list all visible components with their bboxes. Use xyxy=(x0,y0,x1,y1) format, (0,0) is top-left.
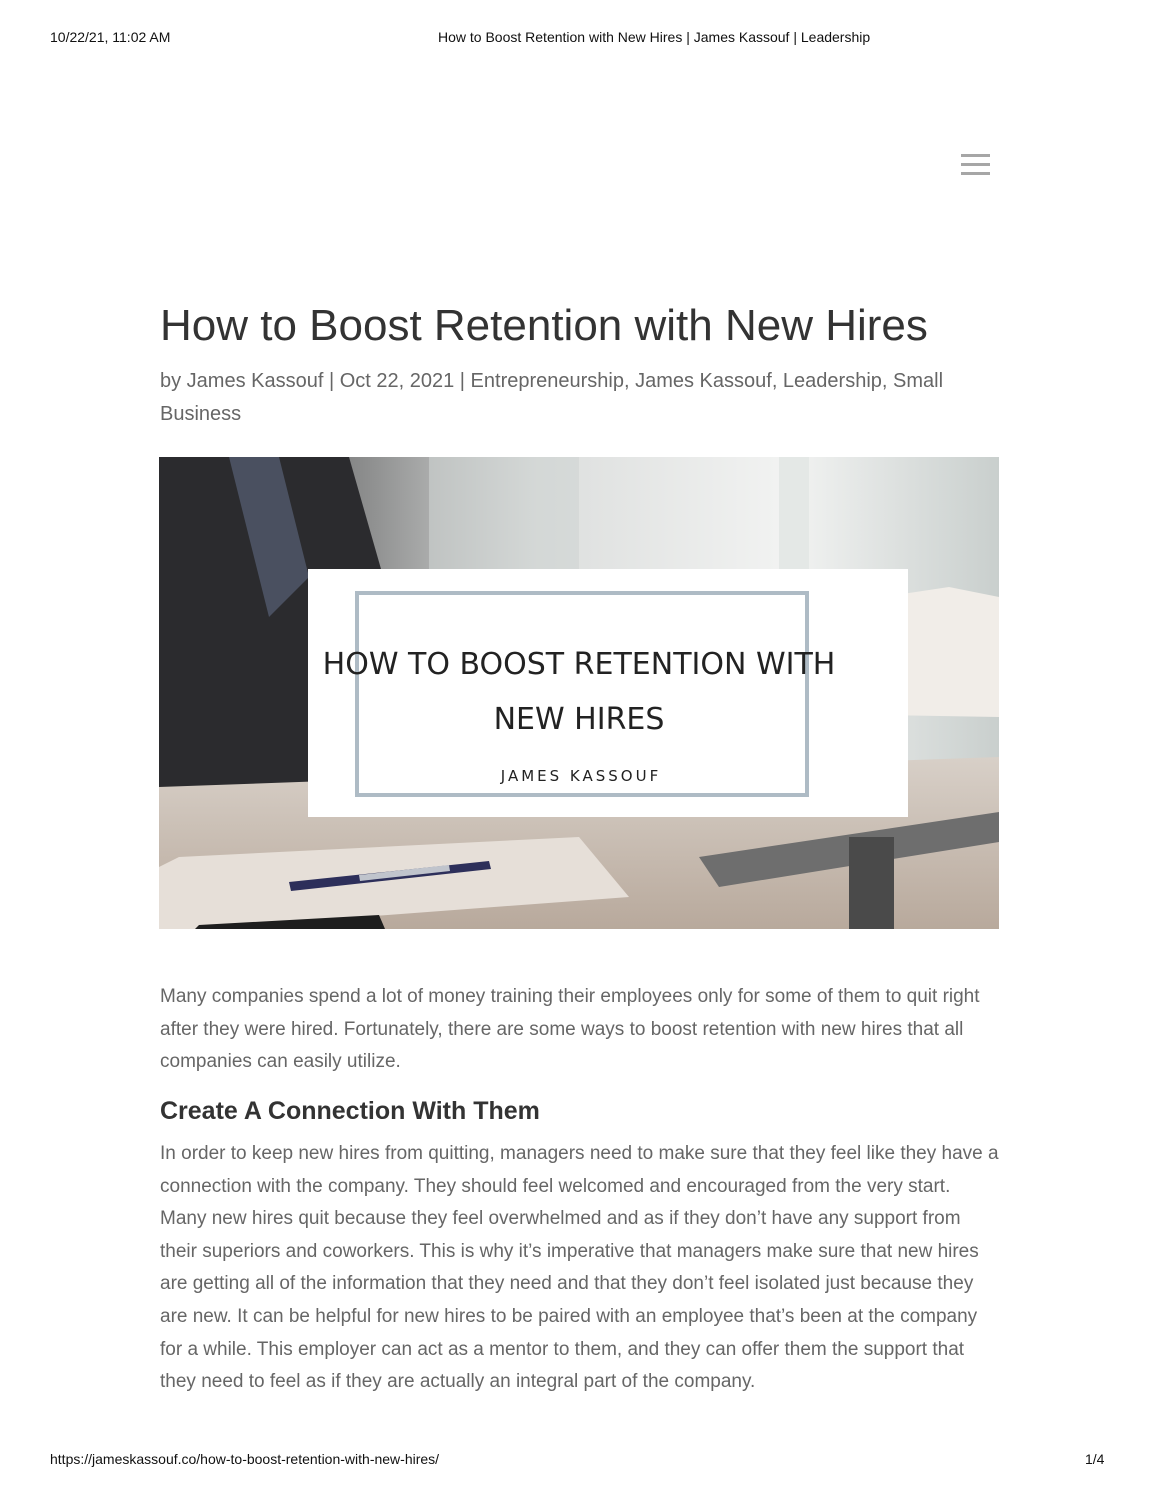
intro-paragraph: Many companies spend a lot of money training their employees only for some of them to quit right after they were hired. Fortunately, there are some ways to boost retention with new hires that all companies can easily utilize. xyxy=(160,986,980,1073)
print-page-number: 1/4 xyxy=(1085,1451,1105,1467)
print-datetime: 10/22/21, 11:02 AM xyxy=(50,29,171,45)
article-header xyxy=(160,300,1000,431)
hamburger-menu-icon[interactable] xyxy=(961,154,990,176)
menu-icon-bar xyxy=(961,154,990,157)
post-meta: by James Kassouf | Oct 22, 2021 | Entrepreneurship, James Kassouf, Leadership, Small Business xyxy=(160,370,944,425)
section-paragraph: In order to keep new hires from quitting, managers need to make sure that they feel like they have a connection with the company. They should feel welcomed and encouraged from the very start. Many new hires quit because they feel overwhelmed and as if they don’t have any support from their superiors and coworkers. This is why it’s imperative that managers make sure that new hires are getting all of the information that they need and that they don’t feel isolated just because they are new. It can be helpful for new hires to be paired with an employee that’s been at the company for a while. This employer can act as a mentor to them, and they can offer them the support that they need to feel as if they are actually an integral part of the company. xyxy=(160,1143,999,1393)
featured-image xyxy=(159,457,999,929)
menu-icon-bar xyxy=(961,163,990,166)
print-page-title: How to Boost Retention with New Hires | James Kassouf | Leadership xyxy=(438,29,871,45)
section-heading: Create A Connection With Them xyxy=(160,1097,540,1125)
print-url: https://jameskassouf.co/how-to-boost-retention-with-new-hires/ xyxy=(50,1451,440,1467)
hero-headline-line1: HOW TO BOOST RETENTION WITH xyxy=(322,647,836,682)
hero-headline-line2: NEW HIRES xyxy=(493,702,665,737)
menu-icon-bar xyxy=(961,172,990,175)
hero-author: JAMES KASSOUF xyxy=(500,767,662,785)
post-title: How to Boost Retention with New Hires xyxy=(160,301,928,350)
